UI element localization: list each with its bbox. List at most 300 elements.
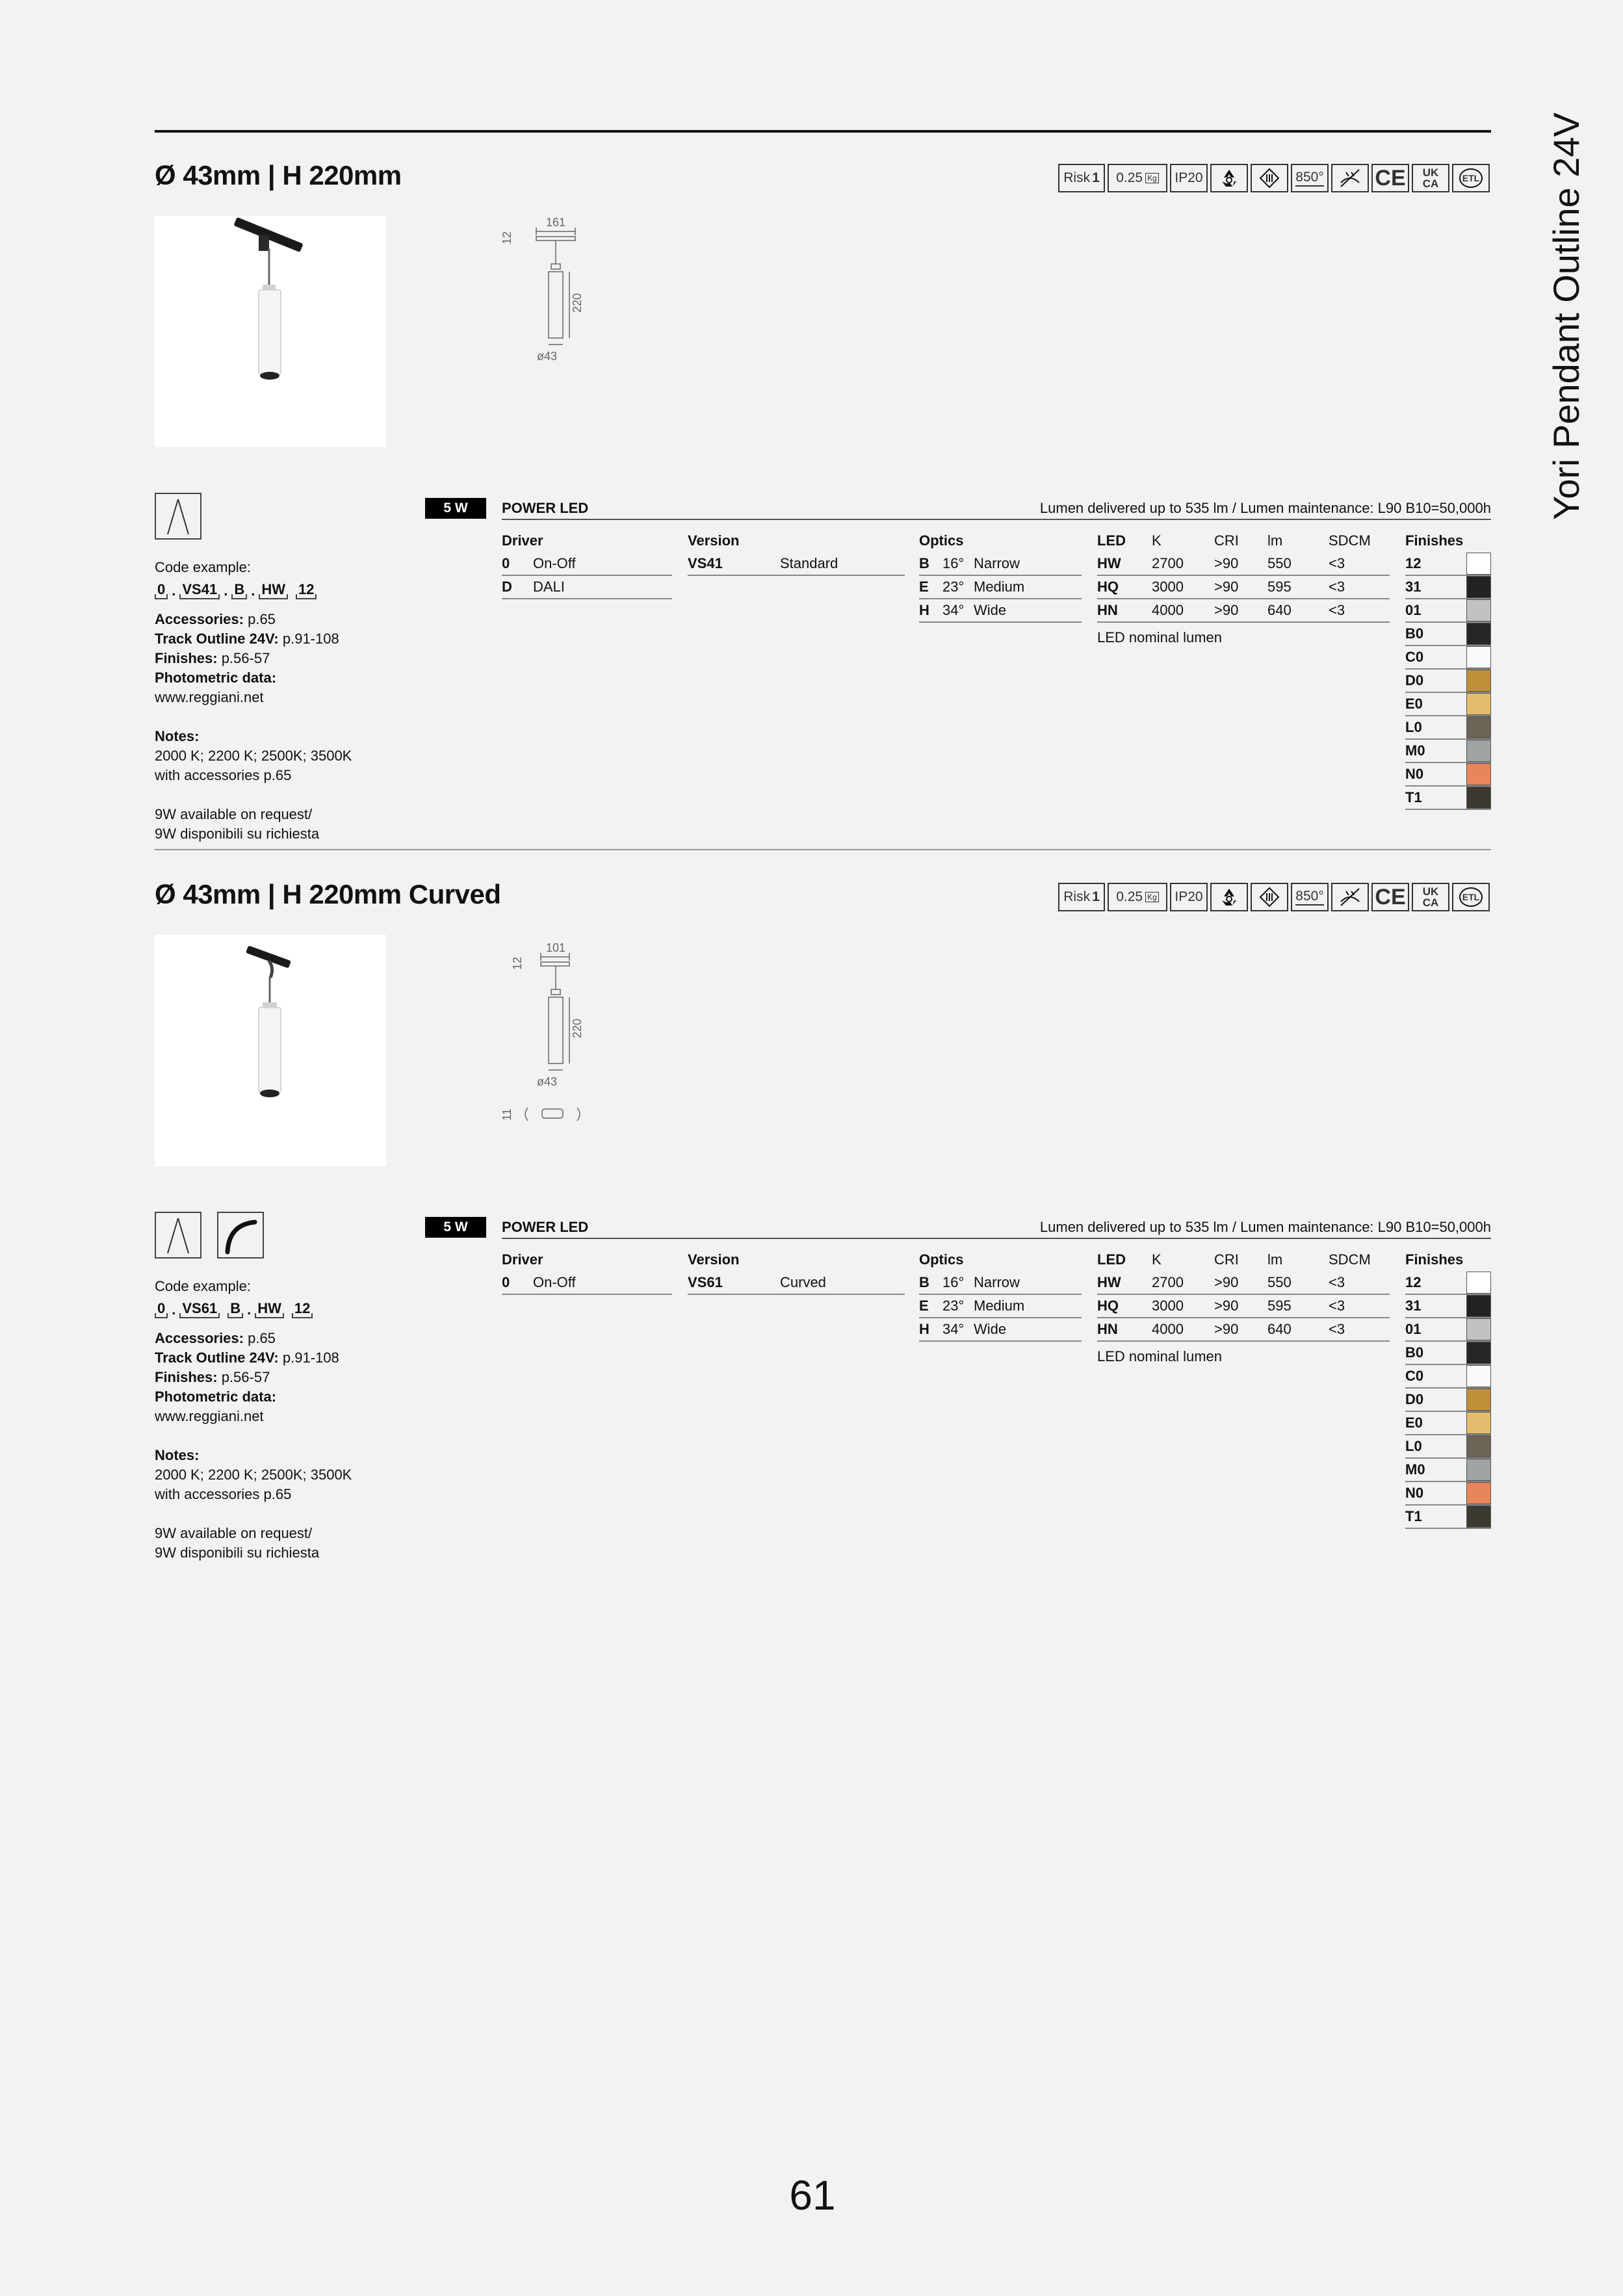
technical-drawing: [494, 931, 598, 1152]
led-sdcm: <3: [1329, 579, 1345, 595]
track-value: p.91-108: [278, 1350, 339, 1366]
cri-header: CRI: [1214, 532, 1239, 549]
finish-swatch: [1466, 1272, 1491, 1294]
optics-header: Optics: [919, 1251, 964, 1268]
finish-row: [1405, 646, 1491, 670]
code-driver: 0: [155, 1300, 168, 1318]
spacer: [155, 1426, 415, 1446]
track-line: [155, 629, 415, 649]
optic-icons: [155, 493, 201, 540]
code-separator: .: [251, 582, 255, 599]
optics-angle: 23°: [942, 1298, 965, 1314]
finishes-header: Finishes: [1405, 1251, 1464, 1268]
code-finish: 12: [296, 581, 317, 599]
led-sdcm: <3: [1329, 555, 1345, 571]
version-column: [688, 529, 905, 576]
finish-swatch: [1466, 1482, 1491, 1504]
code-separator: .: [247, 1301, 252, 1318]
finish-row: [1405, 1506, 1491, 1529]
finish-code: L0: [1405, 719, 1422, 735]
glow-wire-value: 850°: [1295, 170, 1323, 187]
led-header: LED: [1097, 532, 1126, 549]
finish-swatch: [1466, 1365, 1491, 1387]
finish-swatch: [1466, 576, 1491, 598]
wattage-badge: 5 W: [425, 1217, 486, 1238]
power-led-label: POWER LED: [502, 500, 589, 516]
finish-code: M0: [1405, 742, 1425, 759]
ip-rating-badge: IP20: [1170, 883, 1208, 911]
led-lm: 550: [1267, 1274, 1292, 1290]
finish-row: [1405, 1435, 1491, 1459]
led-row: [1097, 599, 1390, 623]
photometric-label: [155, 1387, 415, 1407]
optics-code: H: [919, 602, 929, 618]
version-column: [688, 1248, 905, 1295]
track-line: [155, 1348, 415, 1368]
finish-row: [1405, 1389, 1491, 1412]
driver-header: Driver: [502, 532, 543, 549]
code-example-label: Code example:: [155, 559, 251, 575]
led-code: HW: [1097, 555, 1121, 571]
code-example: [155, 581, 415, 599]
led-cri: >90: [1214, 579, 1239, 595]
code-led: HW: [255, 1300, 284, 1318]
finish-swatch: [1466, 693, 1491, 715]
glow-wire-badge: [1291, 164, 1329, 192]
finish-code: M0: [1405, 1461, 1425, 1478]
drawing-diameter: ø43: [537, 1075, 558, 1088]
led-cri: >90: [1214, 602, 1239, 618]
weight-unit: Kg: [1145, 173, 1159, 183]
finishes-label: Finishes:: [155, 1369, 218, 1385]
optics-row: [919, 553, 1082, 576]
product-section-2: [0, 879, 1623, 1594]
led-header: LED: [1097, 1251, 1126, 1268]
notes-label-text: Notes:: [155, 1447, 200, 1463]
finishes-column: [1405, 1248, 1491, 1529]
led-sdcm: <3: [1329, 1274, 1345, 1290]
finish-code: E0: [1405, 1415, 1423, 1431]
driver-name: On-Off: [533, 555, 576, 571]
code-separator: .: [172, 582, 176, 599]
code-version: VS61: [179, 1300, 220, 1318]
notes-label: [155, 1446, 415, 1465]
finish-code: C0: [1405, 1368, 1424, 1384]
product-info: [155, 558, 415, 844]
glow-wire-badge: [1291, 883, 1329, 911]
finish-code: T1: [1405, 1508, 1422, 1524]
risk-label: Risk: [1063, 170, 1091, 185]
optics-column: [919, 1248, 1082, 1342]
code-optics: B: [227, 1300, 243, 1318]
finish-swatch: [1466, 670, 1491, 692]
finishes-header: Finishes: [1405, 532, 1464, 549]
led-cri: >90: [1214, 555, 1239, 571]
finish-code: D0: [1405, 1391, 1424, 1407]
optics-row: [919, 576, 1082, 599]
weight-unit: Kg: [1145, 892, 1159, 902]
led-row: [1097, 553, 1390, 576]
led-row: [1097, 1295, 1390, 1318]
drawing-side-dimension: 12: [511, 956, 524, 970]
finish-swatch: [1466, 623, 1491, 645]
finishes-column: [1405, 529, 1491, 810]
finishes-line: [155, 649, 415, 668]
risk-label: Risk: [1063, 889, 1091, 904]
optics-row: [919, 1318, 1082, 1342]
class-three-icon: [1251, 883, 1288, 911]
track-label: Track Outline 24V:: [155, 1350, 279, 1366]
optics-name: Wide: [974, 602, 1007, 618]
code-optics: B: [231, 581, 247, 599]
k-header: K: [1152, 532, 1162, 549]
finishes-value: p.56-57: [217, 650, 270, 666]
photometric-label: [155, 668, 415, 688]
finish-code: D0: [1405, 672, 1424, 688]
finish-row: [1405, 1342, 1491, 1365]
code-example-label: Code example:: [155, 1278, 251, 1294]
request-line-2: 9W disponibili su richiesta: [155, 826, 320, 842]
led-row: [1097, 1318, 1390, 1342]
finish-code: 31: [1405, 1298, 1422, 1314]
code-separator: .: [224, 582, 228, 599]
product-info: [155, 1277, 415, 1563]
driver-name: On-Off: [533, 1274, 576, 1290]
notes-line-1: 2000 K; 2200 K; 2500K; 3500K: [155, 1467, 352, 1483]
driver-header: Driver: [502, 1251, 543, 1268]
led-sdcm: <3: [1329, 1298, 1345, 1314]
page-number: 61: [789, 2172, 836, 2219]
finish-row: [1405, 740, 1491, 763]
led-code: HW: [1097, 1274, 1121, 1290]
accessories-line: [155, 1329, 415, 1348]
product-section-1: [0, 160, 1623, 875]
photometric-link[interactable]: www.reggiani.net: [155, 689, 264, 705]
led-code: HN: [1097, 1321, 1118, 1337]
etl-label: ETL: [1459, 887, 1483, 907]
wattage-badge: 5 W: [425, 498, 486, 519]
sdcm-header: SDCM: [1329, 532, 1371, 549]
optics-name: Wide: [974, 1321, 1007, 1337]
optics-row: [919, 1295, 1082, 1318]
product-photo: [155, 935, 386, 1166]
finish-code: T1: [1405, 789, 1422, 805]
notes-line-1: 2000 K; 2200 K; 2500K; 3500K: [155, 748, 352, 764]
lm-header: lm: [1267, 532, 1283, 549]
optics-name: Narrow: [974, 1274, 1020, 1290]
finishes-value: p.56-57: [217, 1369, 270, 1385]
finish-row: [1405, 693, 1491, 716]
class-three-icon: [1251, 164, 1288, 192]
optics-header: Optics: [919, 532, 964, 549]
spacer: [155, 785, 415, 805]
top-rule: [155, 130, 1491, 133]
recycle-icon: [1210, 883, 1248, 911]
risk-value: 1: [1092, 170, 1100, 185]
led-row: [1097, 1272, 1390, 1295]
optics-code: B: [919, 1274, 929, 1290]
led-cri: >90: [1214, 1274, 1239, 1290]
finish-swatch: [1466, 763, 1491, 785]
finish-swatch: [1466, 599, 1491, 621]
optics-angle: 16°: [942, 1274, 965, 1290]
power-rule: [502, 1238, 1491, 1239]
weight-value: 0.25: [1116, 170, 1143, 185]
led-k: 2700: [1152, 555, 1184, 571]
pendant-curved-illustration: [155, 935, 386, 1166]
no-insulation-cover-icon: [1331, 883, 1369, 911]
driver-code: 0: [502, 555, 510, 571]
ukca-mark-icon: UK CA: [1412, 883, 1449, 911]
finish-code: B0: [1405, 625, 1424, 642]
finish-swatch: [1466, 1506, 1491, 1528]
spacer: [155, 707, 415, 727]
side-title: Yori Pendant Outline 24V: [1546, 112, 1587, 520]
optics-name: Narrow: [974, 555, 1020, 571]
etl-mark-icon: [1452, 883, 1490, 911]
finish-code: 31: [1405, 579, 1422, 595]
lumen-note: Lumen delivered up to 535 lm / Lumen maintenance: L90 B10=50,000h: [1039, 500, 1491, 516]
code-finish: 12: [292, 1300, 313, 1318]
finish-swatch: [1466, 716, 1491, 738]
notes-line-2: with accessories p.65: [155, 767, 292, 783]
version-header: Version: [688, 532, 740, 549]
notes-label-text: Notes:: [155, 728, 200, 744]
ce-mark-icon: CE: [1371, 164, 1409, 192]
optics-name: Medium: [974, 1298, 1025, 1314]
sdcm-header: SDCM: [1329, 1251, 1371, 1268]
beam-angle-icon: [155, 1212, 201, 1259]
led-column: [1097, 529, 1390, 646]
ip-rating-badge: IP20: [1170, 164, 1208, 192]
finish-swatch: [1466, 1459, 1491, 1481]
finish-swatch: [1466, 1435, 1491, 1457]
led-sdcm: <3: [1329, 1321, 1345, 1337]
finish-swatch: [1466, 1318, 1491, 1340]
optics-name: Medium: [974, 579, 1025, 595]
curved-arm-icon: [217, 1212, 264, 1259]
weight-badge: [1108, 164, 1167, 192]
finish-row: [1405, 763, 1491, 787]
optics-code: E: [919, 1298, 929, 1314]
ce-mark-icon: CE: [1371, 883, 1409, 911]
driver-column: [502, 529, 672, 599]
led-sdcm: <3: [1329, 602, 1345, 618]
weight-badge: [1108, 883, 1167, 911]
finish-row: [1405, 716, 1491, 740]
code-example: [155, 1300, 415, 1318]
finish-code: 01: [1405, 1321, 1422, 1337]
led-header-row: [1097, 529, 1390, 553]
product-photo: [155, 216, 386, 447]
no-insulation-cover-icon: [1331, 164, 1369, 192]
finish-row: [1405, 670, 1491, 693]
request-line-1: 9W available on request/: [155, 806, 313, 822]
finish-row: [1405, 1412, 1491, 1435]
accessories-value: p.65: [243, 611, 276, 627]
version-code: VS61: [688, 1274, 723, 1290]
spacer: [155, 1504, 415, 1524]
code-driver: 0: [155, 581, 168, 599]
code-separator: .: [172, 1301, 176, 1318]
optics-angle: 34°: [942, 1321, 965, 1337]
code-version: VS41: [179, 581, 220, 599]
finish-swatch: [1466, 740, 1491, 762]
track-value: p.91-108: [278, 631, 339, 647]
optics-angle: 34°: [942, 602, 965, 618]
led-k: 3000: [1152, 579, 1184, 595]
version-code: VS41: [688, 555, 723, 571]
finish-code: C0: [1405, 649, 1424, 665]
ukca-mark-icon: UK CA: [1412, 164, 1449, 192]
notes-line-2: with accessories p.65: [155, 1486, 292, 1502]
recycle-icon: [1210, 164, 1248, 192]
version-name: Standard: [780, 555, 838, 571]
risk-badge: [1058, 164, 1105, 192]
photometric-link[interactable]: www.reggiani.net: [155, 1408, 264, 1424]
finish-swatch: [1466, 553, 1491, 575]
finish-code: E0: [1405, 696, 1423, 712]
risk-value: 1: [1092, 889, 1100, 904]
led-lm: 595: [1267, 579, 1292, 595]
photometric-label-text: Photometric data:: [155, 670, 277, 686]
finish-swatch: [1466, 787, 1491, 809]
finish-row: [1405, 599, 1491, 623]
led-k: 2700: [1152, 1274, 1184, 1290]
accessories-label: Accessories:: [155, 1330, 244, 1346]
optics-row: [919, 599, 1082, 623]
led-cri: >90: [1214, 1321, 1239, 1337]
accessories-line: [155, 610, 415, 629]
led-lm: 640: [1267, 1321, 1292, 1337]
certification-icons: [1058, 883, 1490, 911]
version-name: Curved: [780, 1274, 826, 1290]
drawing-curve-dimension: 11: [500, 1108, 513, 1121]
finish-row: [1405, 787, 1491, 810]
optics-column: [919, 529, 1082, 623]
request-line-2: 9W disponibili su richiesta: [155, 1545, 320, 1561]
drawing-height-dimension: 220: [571, 1018, 584, 1038]
section-title: Ø 43mm | H 220mm Curved: [155, 879, 501, 909]
cri-header: CRI: [1214, 1251, 1239, 1268]
drawing-top-dimension: 101: [546, 941, 566, 954]
finish-row: [1405, 1318, 1491, 1342]
finishes-label: Finishes:: [155, 650, 218, 666]
lumen-note: Lumen delivered up to 535 lm / Lumen maintenance: L90 B10=50,000h: [1039, 1219, 1491, 1235]
code-led: HW: [259, 581, 288, 599]
beam-angle-icon: [155, 493, 201, 540]
driver-row: [502, 1272, 672, 1295]
finish-code: 12: [1405, 555, 1422, 571]
led-header-row: [1097, 1248, 1390, 1272]
drawing-top-dimension: 161: [546, 216, 566, 229]
led-lm: 550: [1267, 555, 1292, 571]
finishes-line: [155, 1368, 415, 1387]
led-row: [1097, 576, 1390, 599]
led-nominal-note: LED nominal lumen: [1097, 629, 1222, 646]
finish-swatch: [1466, 1412, 1491, 1434]
glow-wire-value: 850°: [1295, 889, 1323, 906]
led-cri: >90: [1214, 1298, 1239, 1314]
photometric-label-text: Photometric data:: [155, 1389, 277, 1405]
optics-angle: 23°: [942, 579, 965, 595]
finish-swatch: [1466, 1342, 1491, 1364]
finish-row: [1405, 1365, 1491, 1389]
led-lm: 595: [1267, 1298, 1292, 1314]
notes-label: [155, 727, 415, 746]
finish-row: [1405, 576, 1491, 599]
technical-drawing: [494, 212, 598, 420]
version-row: [688, 1272, 905, 1295]
pendant-straight-illustration: [155, 216, 386, 447]
finish-swatch: [1466, 1389, 1491, 1411]
optics-row: [919, 1272, 1082, 1295]
led-k: 3000: [1152, 1298, 1184, 1314]
finish-code: N0: [1405, 766, 1424, 782]
power-led-label: POWER LED: [502, 1219, 589, 1235]
optics-code: H: [919, 1321, 929, 1337]
risk-badge: [1058, 883, 1105, 911]
drawing-diameter: ø43: [537, 350, 558, 363]
driver-name: DALI: [533, 579, 565, 595]
optic-icons: [155, 1212, 264, 1259]
led-code: HQ: [1097, 1298, 1119, 1314]
version-row: [688, 553, 905, 576]
finish-code: B0: [1405, 1344, 1424, 1361]
drawing-height-dimension: 220: [571, 293, 584, 313]
driver-column: [502, 1248, 672, 1295]
weight-value: 0.25: [1116, 889, 1143, 904]
led-nominal-note: LED nominal lumen: [1097, 1348, 1222, 1364]
etl-mark-icon: [1452, 164, 1490, 192]
led-code: HN: [1097, 602, 1118, 618]
finish-row: [1405, 1482, 1491, 1506]
finish-row: [1405, 553, 1491, 576]
driver-code: D: [502, 579, 512, 595]
optics-angle: 16°: [942, 555, 965, 571]
led-lm: 640: [1267, 602, 1292, 618]
driver-row: [502, 576, 672, 599]
finish-swatch: [1466, 1295, 1491, 1317]
track-label: Track Outline 24V:: [155, 631, 279, 647]
accessories-label: Accessories:: [155, 611, 244, 627]
finish-code: 12: [1405, 1274, 1422, 1290]
driver-code: 0: [502, 1274, 510, 1290]
finish-swatch: [1466, 646, 1491, 668]
optics-code: B: [919, 555, 929, 571]
finish-code: N0: [1405, 1485, 1424, 1501]
lm-header: lm: [1267, 1251, 1283, 1268]
section-title: Ø 43mm | H 220mm: [155, 160, 402, 190]
finish-code: L0: [1405, 1438, 1422, 1454]
request-line-1: 9W available on request/: [155, 1525, 313, 1541]
certification-icons: [1058, 164, 1490, 192]
finish-row: [1405, 1459, 1491, 1482]
accessories-value: p.65: [243, 1330, 276, 1346]
finish-row: [1405, 1272, 1491, 1295]
version-header: Version: [688, 1251, 740, 1268]
drawing-side-dimension: 12: [500, 231, 513, 244]
led-k: 4000: [1152, 1321, 1184, 1337]
etl-label: ETL: [1459, 168, 1483, 188]
finish-row: [1405, 1295, 1491, 1318]
finish-code: 01: [1405, 602, 1422, 618]
led-code: HQ: [1097, 579, 1119, 595]
optics-code: E: [919, 579, 929, 595]
driver-row: [502, 553, 672, 576]
led-k: 4000: [1152, 602, 1184, 618]
finish-row: [1405, 623, 1491, 646]
